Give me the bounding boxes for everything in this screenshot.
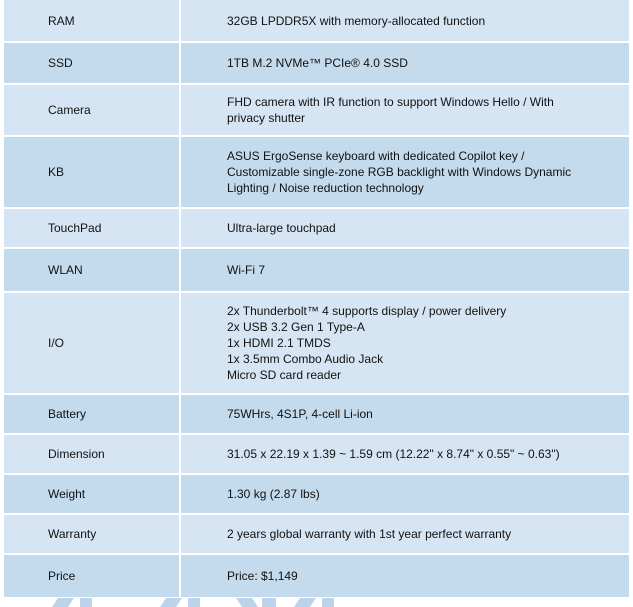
- spec-label: I/O: [4, 292, 180, 394]
- spec-value: [180, 474, 630, 514]
- spec-label: Weight: [4, 474, 180, 514]
- spec-label: Warranty: [4, 514, 180, 554]
- spec-value-line: 1TB M.2 NVMe™ PCIe® 4.0 SSD: [227, 56, 408, 70]
- spec-row-weight: [4, 474, 630, 514]
- spec-label: TouchPad: [4, 208, 180, 248]
- spec-row-warranty: [4, 514, 630, 554]
- spec-value-line: 2 years global warranty with 1st year perfect warranty: [227, 527, 512, 541]
- spec-value: [180, 84, 630, 136]
- spec-value: [180, 554, 630, 598]
- spec-row-ssd: [4, 42, 630, 84]
- spec-label: Camera: [4, 84, 180, 136]
- spec-value-line: 2x Thunderbolt™ 4 supports display / power delivery: [227, 304, 507, 318]
- spec-value-line: Micro SD card reader: [227, 368, 342, 382]
- watermark-logo-icon: [0, 598, 633, 607]
- spec-value-line: 32GB LPDDR5X with memory-allocated function: [227, 13, 486, 28]
- spec-label: Price: [4, 554, 180, 598]
- spec-row-touchpad: [4, 208, 630, 248]
- spec-row-battery: [4, 394, 630, 434]
- spec-value-line: privacy shutter: [227, 111, 306, 125]
- spec-value-line: Ultra-large touchpad: [227, 221, 336, 235]
- spec-value-line: 1x HDMI 2.1 TMDS: [227, 336, 331, 350]
- spec-value-line: 1.30 kg (2.87 lbs): [227, 487, 320, 501]
- spec-value: [180, 248, 630, 292]
- spec-value-line: FHD camera with IR function to support Windows Hello / With: [227, 95, 554, 109]
- spec-value: [180, 514, 630, 554]
- spec-label: WLAN: [4, 248, 180, 292]
- spec-value: [180, 208, 630, 248]
- spec-value-line: 75WHrs, 4S1P, 4-cell Li-ion: [227, 407, 373, 421]
- spec-row-ram: [4, 0, 630, 42]
- spec-label: RAM: [4, 0, 180, 42]
- spec-label: SSD: [4, 42, 180, 84]
- spec-row-kb: [4, 136, 630, 208]
- spec-row-price: [4, 554, 630, 598]
- spec-value: [180, 136, 630, 208]
- spec-row-camera: [4, 84, 630, 136]
- spec-row-dimension: [4, 434, 630, 474]
- spec-value-line: 31.05 x 22.19 x 1.39 ~ 1.59 cm (12.22" x 8.74" x 0.55" ~ 0.63"): [227, 447, 560, 461]
- spec-value: [180, 0, 630, 42]
- spec-value-line: Lighting / Noise reduction technology: [227, 181, 424, 195]
- spec-table: [4, 0, 631, 599]
- spec-value-line: Price: $1,149: [227, 569, 298, 583]
- spec-value: [180, 434, 630, 474]
- spec-value: [180, 42, 630, 84]
- spec-value-line: Wi-Fi 7: [227, 263, 265, 277]
- spec-value-line: 1x 3.5mm Combo Audio Jack: [227, 352, 384, 366]
- spec-label: Battery: [4, 394, 180, 434]
- spec-label: KB: [4, 136, 180, 208]
- spec-value-line: 2x USB 3.2 Gen 1 Type-A: [227, 320, 365, 334]
- spec-label: Dimension: [4, 434, 180, 474]
- spec-row-wlan: [4, 248, 630, 292]
- spec-value-line: ASUS ErgoSense keyboard with dedicated Copilot key /: [227, 149, 525, 163]
- spec-value-line: Customizable single-zone RGB backlight with Windows Dynamic: [227, 165, 572, 179]
- spec-value: [180, 292, 630, 394]
- spec-row-io: [4, 292, 630, 394]
- spec-value: [180, 394, 630, 434]
